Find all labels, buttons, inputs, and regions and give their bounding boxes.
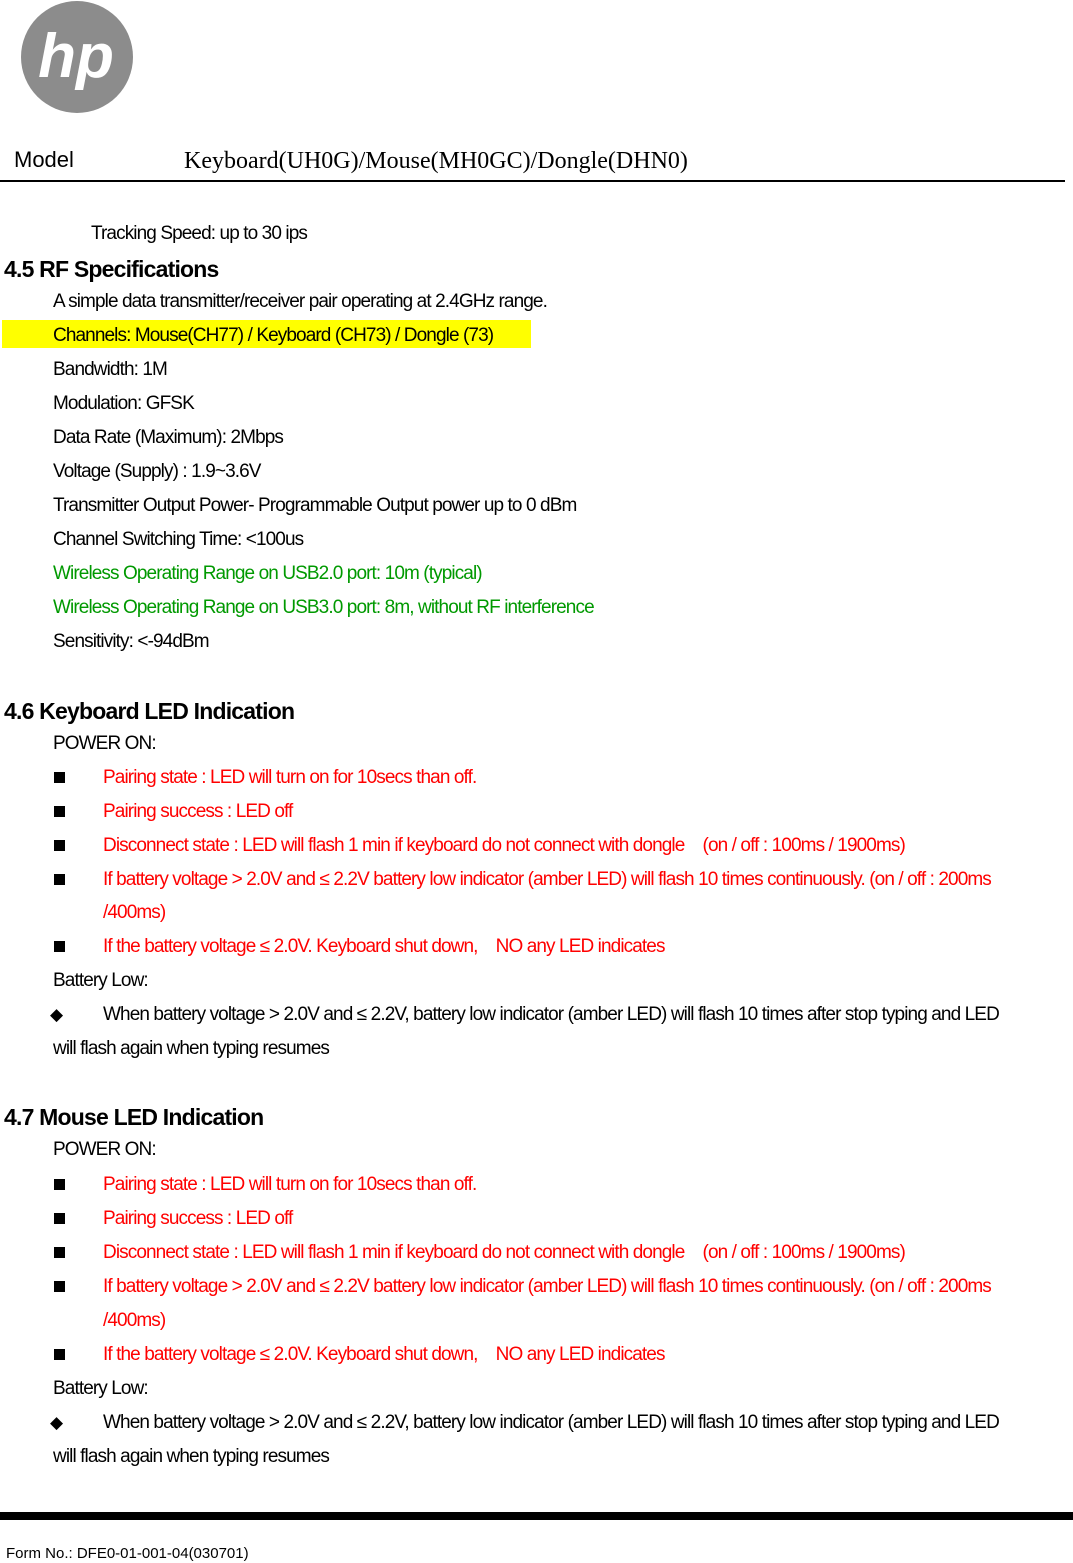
model-value: Keyboard(UH0G)/Mouse(MH0GC)/Dongle(DHN0) xyxy=(184,148,688,174)
section-title-mouse-led: 4.7 Mouse LED Indication xyxy=(4,1104,264,1130)
square-bullet-icon xyxy=(54,1349,65,1360)
list-item: Disconnect state : LED will flash 1 min if keyboard do not connect with dongle (on / off : 100ms / 1900ms) xyxy=(103,1242,905,1263)
rf-line: A simple data transmitter/receiver pair operating at 2.4GHz range. xyxy=(53,291,547,312)
section-title-keyboard-led: 4.6 Keyboard LED Indication xyxy=(4,698,295,724)
list-item: Pairing state : LED will turn on for 10secs than off. xyxy=(103,767,477,788)
list-item: Pairing success : LED off xyxy=(103,801,293,822)
rf-line-channels: Channels: Mouse(CH77) / Keyboard (CH73) / Dongle (73) xyxy=(53,325,494,346)
hp-logo-icon xyxy=(20,0,134,114)
power-on-label: POWER ON: xyxy=(53,733,156,754)
list-item: When battery voltage > 2.0V and ≤ 2.2V, battery low indicator (amber LED) will flash 10 times after stop typing and LED xyxy=(103,1412,999,1433)
battery-low-label: Battery Low: xyxy=(53,1378,148,1399)
square-bullet-icon xyxy=(54,1281,65,1292)
list-item: If battery voltage > 2.0V and ≤ 2.2V battery low indicator (amber LED) will flash 10 times continuously. (on / off : 200ms xyxy=(103,869,991,890)
square-bullet-icon xyxy=(54,806,65,817)
rf-line: Data Rate (Maximum): 2Mbps xyxy=(53,427,284,448)
square-bullet-icon xyxy=(54,772,65,783)
list-item-continuation: /400ms) xyxy=(103,902,166,923)
list-item-continuation: will flash again when typing resumes xyxy=(53,1446,329,1467)
section-title-rf: 4.5 RF Specifications xyxy=(4,256,219,282)
list-item: Disconnect state : LED will flash 1 min if keyboard do not connect with dongle (on / off : 100ms / 1900ms) xyxy=(103,835,905,856)
power-on-label: POWER ON: xyxy=(53,1139,156,1160)
list-item-continuation: /400ms) xyxy=(103,1310,166,1331)
list-item: If the battery voltage ≤ 2.0V. Keyboard shut down, NO any LED indicates xyxy=(103,1344,665,1365)
list-item: Pairing success : LED off xyxy=(103,1208,293,1229)
rf-line: Transmitter Output Power- Programmable Output power up to 0 dBm xyxy=(53,495,577,516)
square-bullet-icon xyxy=(54,1213,65,1224)
list-item: If battery voltage > 2.0V and ≤ 2.2V battery low indicator (amber LED) will flash 10 times continuously. (on / off : 200ms xyxy=(103,1276,991,1297)
square-bullet-icon xyxy=(54,840,65,851)
list-item: Pairing state : LED will turn on for 10secs than off. xyxy=(103,1174,477,1195)
rf-line-range-usb2: Wireless Operating Range on USB2.0 port: 10m (typical) xyxy=(53,563,482,584)
rf-line: Bandwidth: 1M xyxy=(53,359,167,380)
header-divider xyxy=(0,180,1065,182)
svg-text:hp: hp xyxy=(38,22,114,91)
diamond-bullet-icon: ◆ xyxy=(50,1413,64,1432)
rf-line: Channel Switching Time: <100us xyxy=(53,529,304,550)
rf-line: Sensitivity: <-94dBm xyxy=(53,631,209,652)
square-bullet-icon xyxy=(54,1247,65,1258)
form-number: Form No.: DFE0-01-001-04(030701) xyxy=(6,1545,249,1562)
list-item: If the battery voltage ≤ 2.0V. Keyboard shut down, NO any LED indicates xyxy=(103,936,665,957)
list-item-continuation: will flash again when typing resumes xyxy=(53,1038,329,1059)
rf-line: Voltage (Supply) : 1.9~3.6V xyxy=(53,461,261,482)
battery-low-label: Battery Low: xyxy=(53,970,148,991)
diamond-bullet-icon: ◆ xyxy=(50,1005,64,1024)
square-bullet-icon xyxy=(54,1179,65,1190)
square-bullet-icon xyxy=(54,941,65,952)
footer-divider xyxy=(0,1512,1073,1520)
rf-line: Modulation: GFSK xyxy=(53,393,194,414)
square-bullet-icon xyxy=(54,874,65,885)
model-label: Model xyxy=(14,147,74,172)
tracking-speed: Tracking Speed: up to 30 ips xyxy=(91,223,307,244)
list-item: When battery voltage > 2.0V and ≤ 2.2V, battery low indicator (amber LED) will flash 10 times after stop typing and LED xyxy=(103,1004,999,1025)
rf-line-range-usb3: Wireless Operating Range on USB3.0 port: 8m, without RF interference xyxy=(53,597,594,618)
